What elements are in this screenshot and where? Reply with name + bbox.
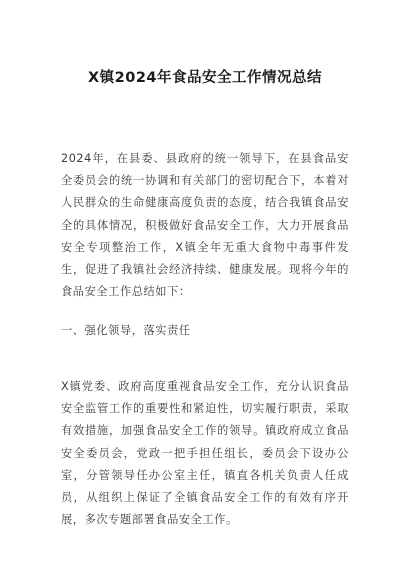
intro-paragraph: 2024年，在县委、县政府的统一领导下，在县食品安全委员会的统一协调和有关部门的密切配合下，本着对人民群众的生命健康高度负责的态度，结合我镇食品安全的具体情况，积极做好食品安全工作，大力开展食品安全专项整治工作，X镇全年无重大食物中毒事件发生，促进了我镇社会经济持续、健康发展。现将今年的食品安全工作总结如下： (61, 152, 349, 299)
document-title: X镇2024年食品安全工作情况总结 (87, 70, 323, 86)
section-paragraph: X镇党委、政府高度重视食品安全工作，充分认识食品安全监管工作的重要性和紧迫性，切实履行职责，采取有效措施，加强食品安全工作的领导。镇政府成立食品安全委员会，党政一把手担任组长，委员会下设办公室，分管领导任办公室主任，镇直各机关负责人任成员，从组织上保证了全镇食品安全工作的有效有序开展，多次专题部署食品安全工作。 (61, 380, 349, 527)
section-heading: 一、强化领导，落实责任 (61, 324, 191, 337)
